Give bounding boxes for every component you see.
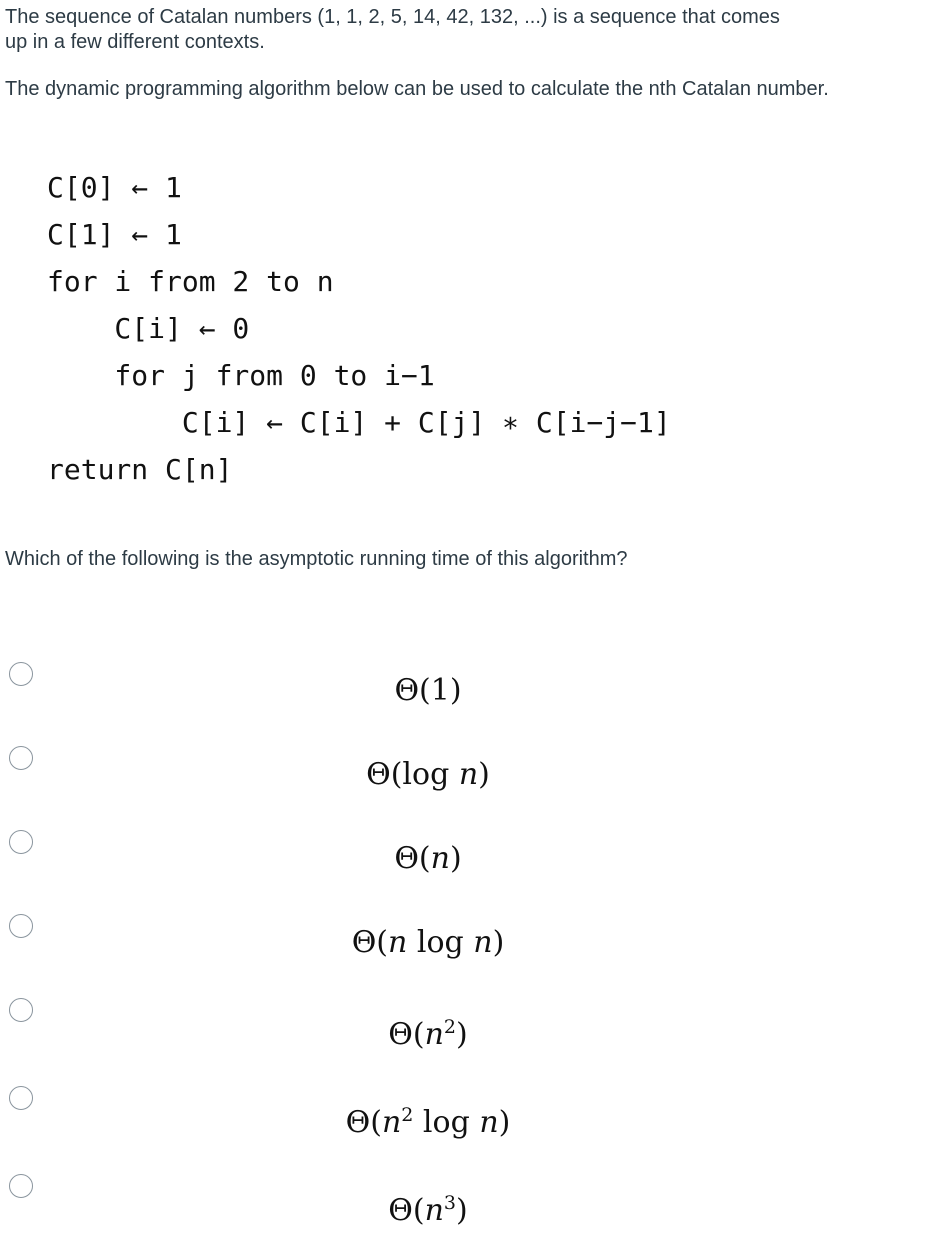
radio-button[interactable] <box>9 1174 33 1198</box>
answer-option-7[interactable] <box>0 1174 925 1234</box>
radio-button[interactable] <box>9 830 33 854</box>
answer-label <box>228 839 628 879</box>
radio-button[interactable] <box>9 746 33 770</box>
answer-text: ) <box>449 673 462 708</box>
radio-button[interactable] <box>9 998 33 1022</box>
radio-button[interactable] <box>9 1086 33 1110</box>
question-text: Which of the following is the asymptotic running time of this algorithm? <box>5 548 628 570</box>
answer-option-6[interactable] <box>0 1086 925 1146</box>
code-line: for j from 0 to i−1 <box>47 359 435 392</box>
answer-text: ) <box>492 925 505 960</box>
answer-variable: n <box>388 925 408 960</box>
answer-text: n <box>479 1105 499 1140</box>
answer-option-2[interactable] <box>0 746 925 806</box>
answer-text: Θ( <box>394 841 431 876</box>
answer-text: Θ(log <box>366 757 459 792</box>
answer-text: ) <box>449 841 462 876</box>
answer-text: log <box>413 1105 480 1140</box>
answer-label <box>228 755 628 795</box>
answer-text: Θ( <box>345 1105 382 1140</box>
answer-exponent: 2 <box>443 1016 456 1038</box>
answer-text: Θ( <box>351 925 388 960</box>
answer-exponent: 2 <box>401 1104 414 1126</box>
answer-label <box>228 923 628 963</box>
answer-text: Θ( <box>388 1017 425 1052</box>
answer-variable: n <box>458 757 479 792</box>
answer-variable: n <box>381 1105 402 1140</box>
answer-label <box>228 671 628 711</box>
code-line: C[0] ← 1 <box>47 171 182 204</box>
code-line: return C[n] <box>47 453 233 486</box>
answer-text: ) <box>456 1017 468 1052</box>
radio-button[interactable] <box>9 662 33 686</box>
answer-variable: n <box>430 841 450 876</box>
radio-button[interactable] <box>9 914 33 938</box>
answer-option-5[interactable] <box>0 998 925 1058</box>
intro-paragraph-2: The dynamic programming algorithm below can be used to calculate the nth Catalan number. <box>5 78 829 100</box>
answer-text: Θ( <box>394 673 431 708</box>
answer-exponent: 3 <box>443 1192 456 1214</box>
answer-label <box>228 1183 628 1231</box>
answer-variable: n <box>424 1193 444 1228</box>
answer-option-3[interactable] <box>0 830 925 890</box>
answer-option-1[interactable] <box>0 662 925 722</box>
intro-paragraph-1: The sequence of Catalan numbers (1, 1, 2, 5, 14, 42, 132, ...) is a sequence that comes up in a few different contexts. <box>5 6 780 53</box>
answer-text: 1 <box>430 673 450 708</box>
answer-text: ) <box>456 1193 468 1228</box>
answer-label <box>228 1095 628 1143</box>
answer-option-4[interactable] <box>0 914 925 974</box>
answer-text: Θ( <box>388 1193 425 1228</box>
answer-text: ) <box>498 1105 511 1140</box>
answer-label <box>228 1007 628 1055</box>
answer-text: ) <box>478 757 490 792</box>
code-line: for i from 2 to n <box>47 265 334 298</box>
answer-text: n <box>473 925 493 960</box>
code-line: C[1] ← 1 <box>47 218 182 251</box>
answer-variable: n <box>424 1017 444 1052</box>
answer-text: log <box>407 925 474 960</box>
code-line: C[i] ← C[i] + C[j] ∗ C[i−j−1] <box>47 406 671 439</box>
code-line: C[i] ← 0 <box>47 312 250 345</box>
